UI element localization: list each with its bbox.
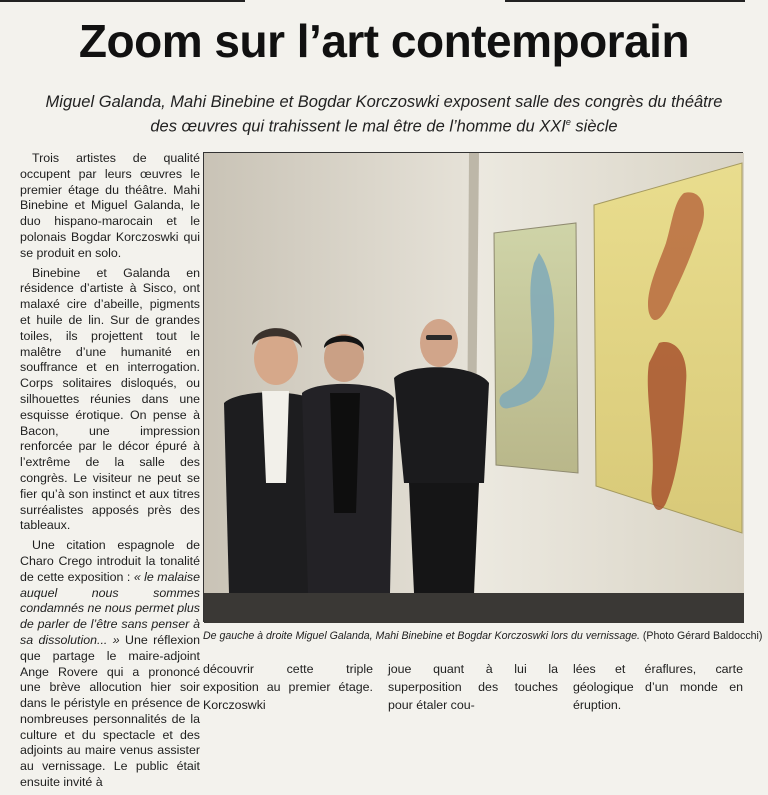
bottom-column-3: lées et éraflures, carte géologique d’un monde en éruption. bbox=[573, 662, 743, 712]
bottom-column-1: découvrir cette triple exposition au premier étage. Korczoswki bbox=[203, 662, 373, 712]
deck-subtitle bbox=[30, 92, 738, 137]
deck-line-2: des œuvres qui trahissent le mal être de l’homme du XXIe siècle bbox=[150, 117, 618, 136]
photo-illustration bbox=[204, 153, 744, 623]
century-superscript: e bbox=[565, 117, 571, 127]
quote: « le malaise auquel nous sommes condamnés ne nous permet plus de parler de l’être sans penser à sa dissolution... » bbox=[20, 569, 201, 647]
photo-caption bbox=[203, 630, 763, 642]
paragraph-2: Binebine et Galanda en résidence d’artiste à Sisco, ont malaxé cire d’abeille, pigments et huile de lin. Sur de grandes toiles, ils projettent tout le malêtre d’une humanité en souffrance et en interrogation. Corps solitaires disloqués, ou silhouettes réunies dans une esquisse érotique. On pense à Bacon, une impression renforcée par le décor épuré à l’extrême de la salle des congrès. Le visiteur ne peut se fier qu’à son instinct et aux titres surréalistes apposés près des tableaux. bbox=[20, 265, 200, 533]
top-rule-right bbox=[505, 0, 745, 2]
paragraph-1: Trois artistes de qualité occupent par leurs œuvres le premier étage du théâtre. Mahi Binebine et Miguel Galanda, le duo hispano-marocain et le polonais Bogdar Korczoswki qui se produit en solo. bbox=[20, 151, 200, 260]
top-rule-left bbox=[0, 0, 245, 2]
paragraph-3: Une citation espagnole de Charo Crego introduit la tonalité de cette exposition : « le malaise auquel nous sommes condamnés ne nous permet plus de parler de l’être sans penser à sa dissolution... » Une réflexion que partage le maire-adjoint Ange Rovere qui a prononcé une brève allocution hier soir dans le péristyle en présence de nombreuses personnalités de la culture et du spectacle et des adjoints au maire venus assister au vernissage. Le public était ensuite invité à bbox=[20, 538, 201, 790]
headline: Zoom sur l’art contemporain bbox=[78, 15, 690, 67]
bottom-column-2: joue quant à lui la superposition des touches pour étaler cou- bbox=[388, 662, 558, 712]
exhibition-photo bbox=[203, 152, 743, 622]
photo-credit: (Photo Gérard Baldocchi) bbox=[642, 630, 763, 642]
deck-line-1: Miguel Galanda, Mahi Binebine et Bogdar Korczoswki exposent salle des congrès du théâtre bbox=[45, 93, 723, 111]
article-column-left bbox=[20, 151, 200, 795]
caption-text: De gauche à droite Miguel Galanda, Mahi Binebine et Bogdar Korczoswki lors du vernissage. bbox=[203, 630, 643, 642]
